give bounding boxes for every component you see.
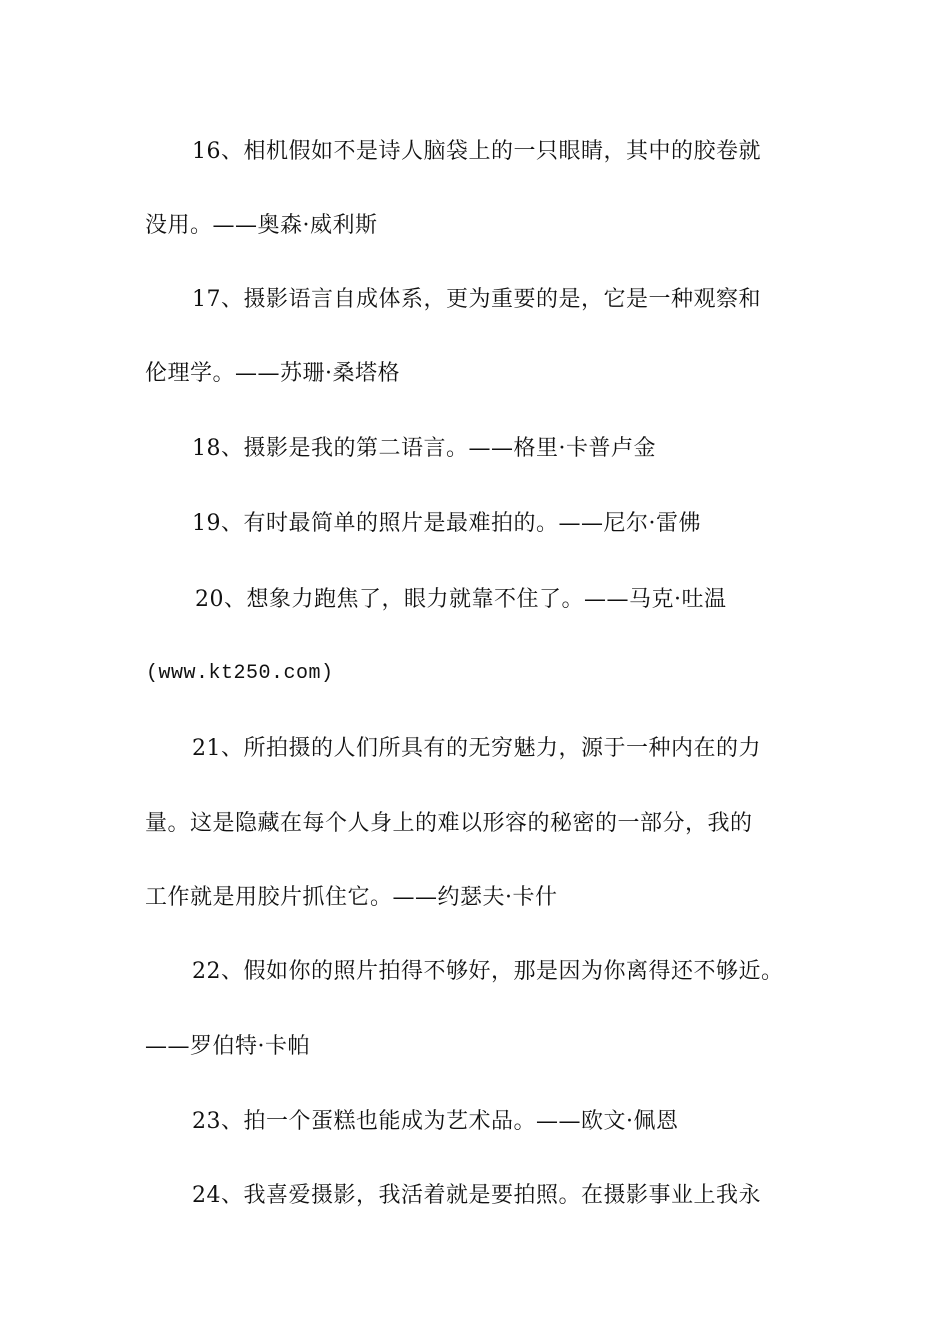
quote-24-line-1: 24、我喜爱摄影，我活着就是要拍照。在摄影事业上我永	[192, 1183, 761, 1208]
quote-22-line-1: 22、假如你的照片拍得不够好，那是因为你离得还不够近。	[192, 959, 784, 984]
quote-16-line-1: 16、相机假如不是诗人脑袋上的一只眼睛，其中的胶卷就	[192, 139, 761, 164]
quote-16-line-2: 没用。——奥森·威利斯	[145, 213, 378, 238]
quote-21-line-3: 工作就是用胶片抓住它。——约瑟夫·卡什	[145, 885, 558, 910]
quote-21-line-1: 21、所拍摄的人们所具有的无穷魅力，源于一种内在的力	[192, 736, 761, 761]
quote-22-line-2: ——罗伯特·卡帕	[145, 1034, 310, 1059]
quote-18-line-1: 18、摄影是我的第二语言。——格里·卡普卢金	[192, 436, 656, 461]
quote-17-line-1: 17、摄影语言自成体系，更为重要的是，它是一种观察和	[192, 287, 761, 312]
quote-20-source-url: (www.kt250.com)	[146, 662, 334, 685]
quote-23-line-1: 23、拍一个蛋糕也能成为艺术品。——欧文·佩恩	[192, 1109, 679, 1134]
quote-21-line-2: 量。这是隐藏在每个人身上的难以形容的秘密的一部分，我的	[145, 811, 753, 836]
quote-19-line-1: 19、有时最简单的照片是最难拍的。——尼尔·雷佛	[192, 511, 701, 536]
quote-17-line-2: 伦理学。——苏珊·桑塔格	[145, 361, 400, 386]
quote-20-line-1: 20、想象力跑焦了，眼力就靠不住了。——马克·吐温	[195, 587, 727, 612]
